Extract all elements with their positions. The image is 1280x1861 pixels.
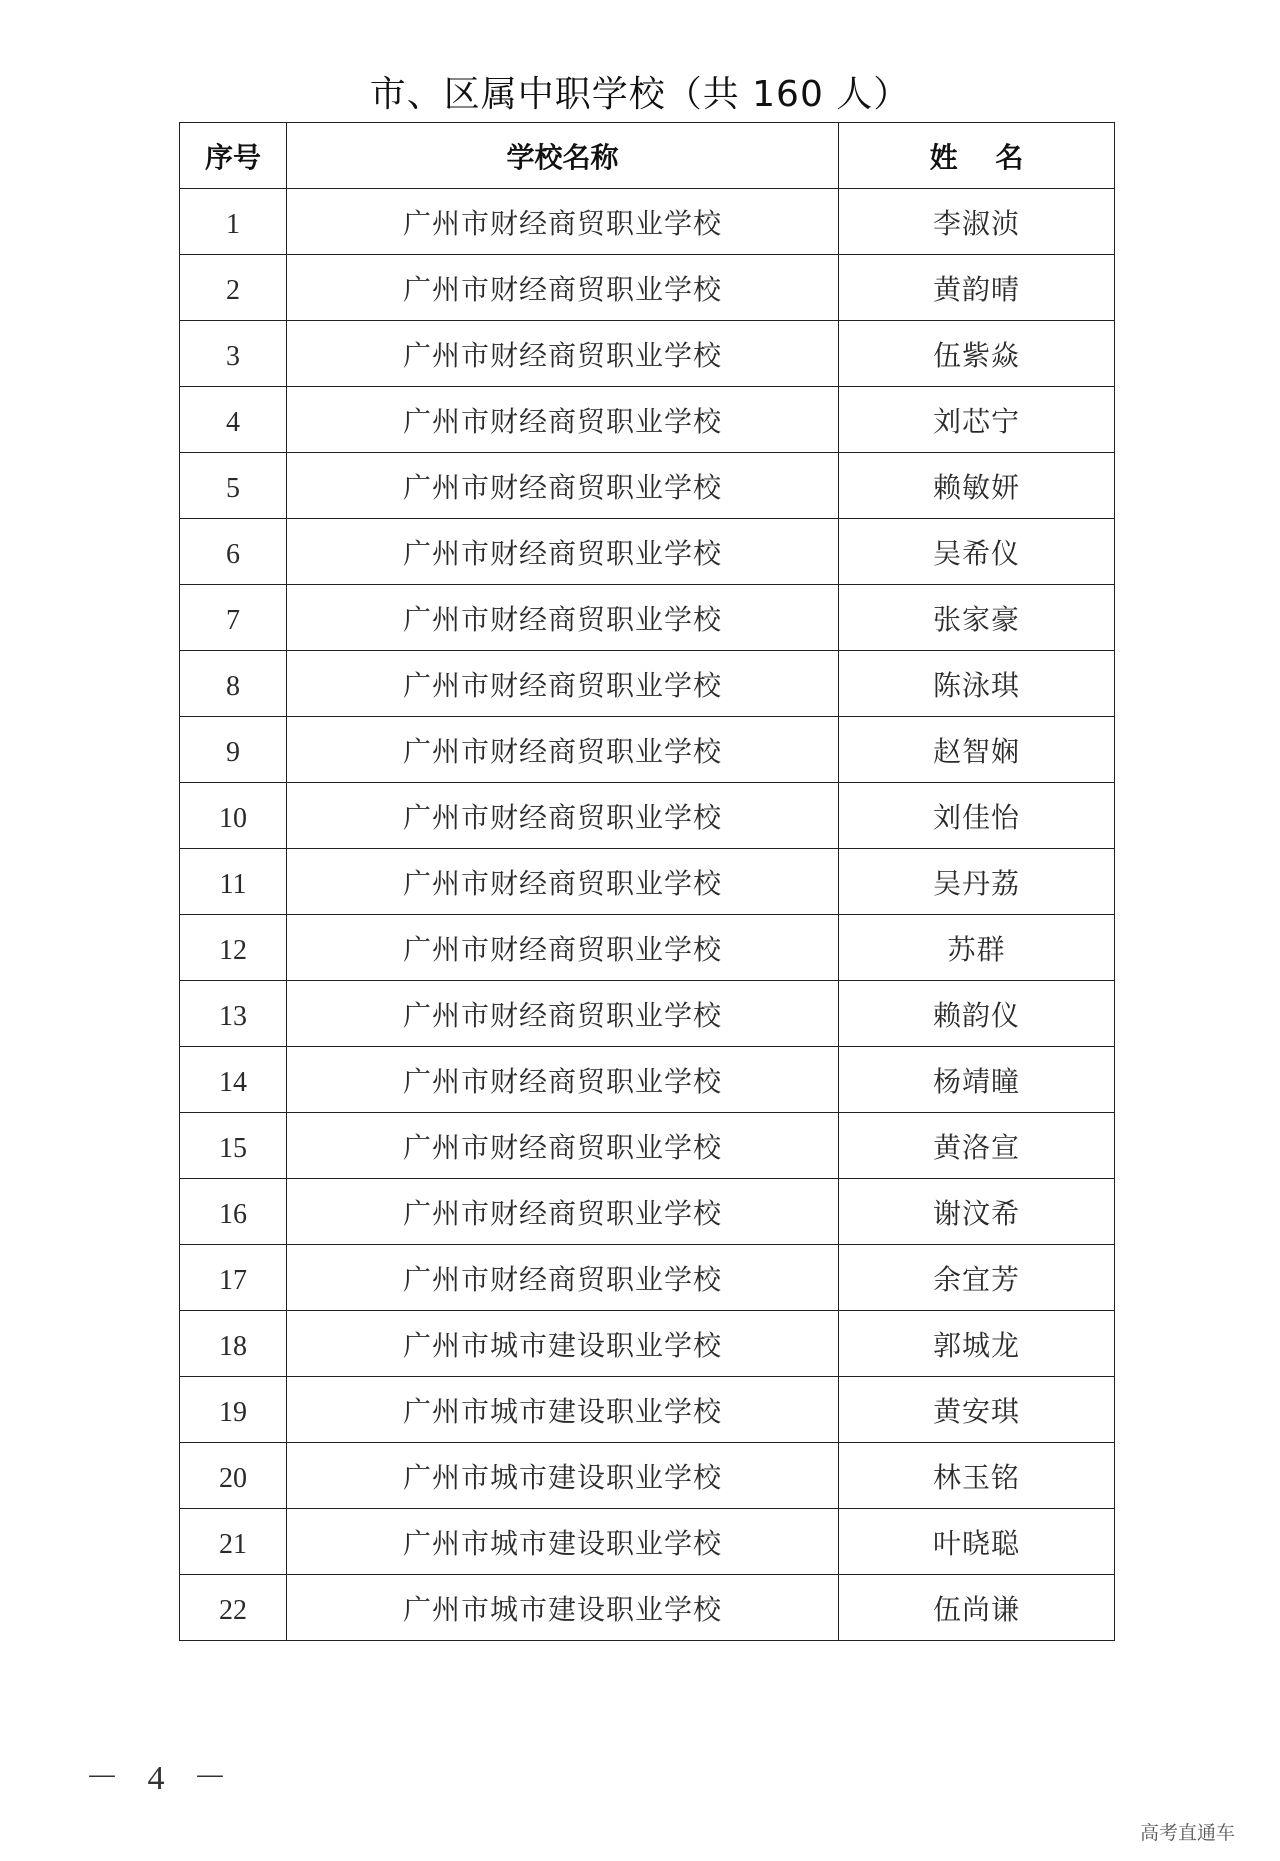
student-name-cell: 余宜芳 xyxy=(839,1245,1115,1311)
school-name-cell: 广州市财经商贸职业学校 xyxy=(287,387,839,453)
student-name-cell: 刘佳怡 xyxy=(839,783,1115,849)
table-row xyxy=(180,321,1115,387)
table-row xyxy=(180,1245,1115,1311)
table-row xyxy=(180,1509,1115,1575)
school-name-cell: 广州市财经商贸职业学校 xyxy=(287,1179,839,1245)
serial-number-cell: 17 xyxy=(180,1245,287,1311)
school-name-cell: 广州市财经商贸职业学校 xyxy=(287,1245,839,1311)
serial-number-cell: 9 xyxy=(180,717,287,783)
school-name-cell: 广州市财经商贸职业学校 xyxy=(287,1047,839,1113)
school-name-cell: 广州市财经商贸职业学校 xyxy=(287,651,839,717)
student-name-cell: 陈泳琪 xyxy=(839,651,1115,717)
serial-number-cell: 16 xyxy=(180,1179,287,1245)
student-name-cell: 叶晓聪 xyxy=(839,1509,1115,1575)
serial-number-cell: 4 xyxy=(180,387,287,453)
student-name-cell: 杨靖瞳 xyxy=(839,1047,1115,1113)
table-row xyxy=(180,453,1115,519)
student-name-cell: 伍紫焱 xyxy=(839,321,1115,387)
student-name-cell: 吴希仪 xyxy=(839,519,1115,585)
roster-table xyxy=(179,122,1115,1641)
school-name-cell: 广州市财经商贸职业学校 xyxy=(287,189,839,255)
school-name-cell: 广州市城市建设职业学校 xyxy=(287,1311,839,1377)
school-name-cell: 广州市财经商贸职业学校 xyxy=(287,321,839,387)
serial-number-cell: 5 xyxy=(180,453,287,519)
table-row xyxy=(180,1311,1115,1377)
table-row xyxy=(180,255,1115,321)
school-name-cell: 广州市城市建设职业学校 xyxy=(287,1575,839,1641)
serial-number-cell: 2 xyxy=(180,255,287,321)
table-row xyxy=(180,915,1115,981)
serial-number-cell: 3 xyxy=(180,321,287,387)
header-school-name: 学校名称 xyxy=(287,123,839,189)
school-name-cell: 广州市财经商贸职业学校 xyxy=(287,915,839,981)
page-title: 市、区属中职学校（共 160 人） xyxy=(369,74,911,115)
table-row xyxy=(180,1047,1115,1113)
table-row xyxy=(180,519,1115,585)
student-name-cell: 伍尚谦 xyxy=(839,1575,1115,1641)
student-name-cell: 张家豪 xyxy=(839,585,1115,651)
student-name-cell: 郭城龙 xyxy=(839,1311,1115,1377)
student-name-cell: 刘芯宁 xyxy=(839,387,1115,453)
table-row xyxy=(180,1179,1115,1245)
serial-number-cell: 8 xyxy=(180,651,287,717)
student-name-cell: 谢汶希 xyxy=(839,1179,1115,1245)
serial-number-cell: 21 xyxy=(180,1509,287,1575)
serial-number-cell: 10 xyxy=(180,783,287,849)
serial-number-cell: 12 xyxy=(180,915,287,981)
table-header-row xyxy=(180,123,1115,189)
table-row xyxy=(180,585,1115,651)
serial-number-cell: 20 xyxy=(180,1443,287,1509)
serial-number-cell: 6 xyxy=(180,519,287,585)
student-name-cell: 黄安琪 xyxy=(839,1377,1115,1443)
student-name-cell: 林玉铭 xyxy=(839,1443,1115,1509)
header-serial-number: 序号 xyxy=(180,123,287,189)
school-name-cell: 广州市财经商贸职业学校 xyxy=(287,453,839,519)
school-name-cell: 广州市财经商贸职业学校 xyxy=(287,783,839,849)
page-number: － 4 － xyxy=(85,1760,237,1797)
header-student-name: 姓 名 xyxy=(839,123,1115,189)
serial-number-cell: 14 xyxy=(180,1047,287,1113)
serial-number-cell: 22 xyxy=(180,1575,287,1641)
school-name-cell: 广州市城市建设职业学校 xyxy=(287,1443,839,1509)
student-name-cell: 黄洛宣 xyxy=(839,1113,1115,1179)
table-row xyxy=(180,1575,1115,1641)
table-row xyxy=(180,1443,1115,1509)
student-name-cell: 黄韵晴 xyxy=(839,255,1115,321)
school-name-cell: 广州市财经商贸职业学校 xyxy=(287,849,839,915)
table-row xyxy=(180,717,1115,783)
school-name-cell: 广州市财经商贸职业学校 xyxy=(287,981,839,1047)
school-name-cell: 广州市财经商贸职业学校 xyxy=(287,585,839,651)
serial-number-cell: 15 xyxy=(180,1113,287,1179)
school-name-cell: 广州市财经商贸职业学校 xyxy=(287,255,839,321)
school-name-cell: 广州市财经商贸职业学校 xyxy=(287,717,839,783)
student-name-cell: 赖韵仪 xyxy=(839,981,1115,1047)
table-row xyxy=(180,189,1115,255)
table-row xyxy=(180,651,1115,717)
table-row xyxy=(180,981,1115,1047)
serial-number-cell: 7 xyxy=(180,585,287,651)
serial-number-cell: 13 xyxy=(180,981,287,1047)
school-name-cell: 广州市城市建设职业学校 xyxy=(287,1377,839,1443)
student-name-cell: 赵智娴 xyxy=(839,717,1115,783)
table-row xyxy=(180,1377,1115,1443)
serial-number-cell: 19 xyxy=(180,1377,287,1443)
serial-number-cell: 18 xyxy=(180,1311,287,1377)
student-name-cell: 李淑浈 xyxy=(839,189,1115,255)
school-name-cell: 广州市财经商贸职业学校 xyxy=(287,1113,839,1179)
student-name-cell: 赖敏妍 xyxy=(839,453,1115,519)
student-name-cell: 吴丹荔 xyxy=(839,849,1115,915)
table-row xyxy=(180,387,1115,453)
school-name-cell: 广州市城市建设职业学校 xyxy=(287,1509,839,1575)
table-body xyxy=(180,189,1115,1641)
serial-number-cell: 1 xyxy=(180,189,287,255)
table-row xyxy=(180,849,1115,915)
table-row xyxy=(180,783,1115,849)
table-row xyxy=(180,1113,1115,1179)
student-name-cell: 苏群 xyxy=(839,915,1115,981)
watermark-text: 高考直通车 xyxy=(1140,1822,1236,1844)
serial-number-cell: 11 xyxy=(180,849,287,915)
school-name-cell: 广州市财经商贸职业学校 xyxy=(287,519,839,585)
